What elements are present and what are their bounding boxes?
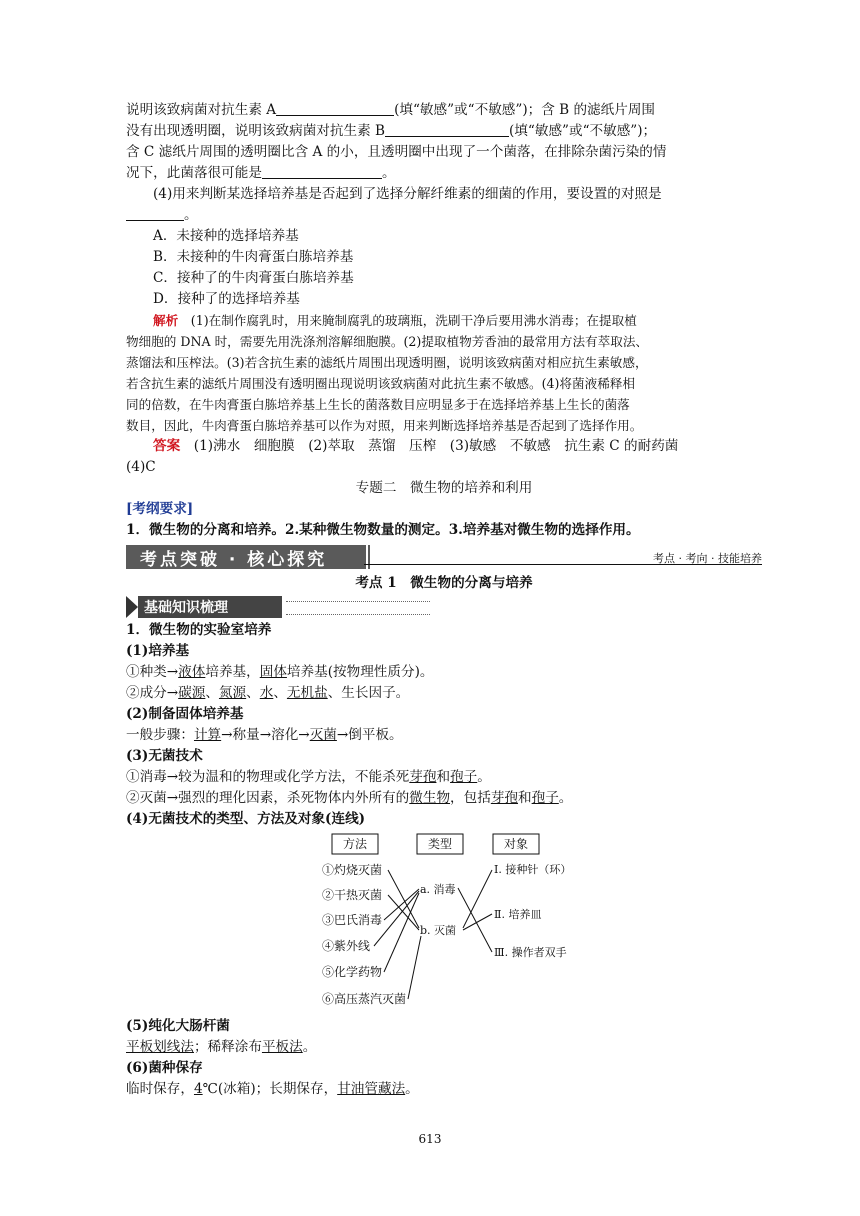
q4-stem: (4)用来判断某选择培养基是否起到了选择分解纤维素的细菌的作用，要设置的对照是 (153, 186, 662, 202)
answer-blank (262, 164, 382, 179)
dotted-rule (286, 601, 430, 615)
banner-tail: 考点 · 考向 · 技能培养 (653, 552, 762, 565)
q4-option-b: B．未接种的牛肉膏蛋白胨培养基 (153, 249, 354, 265)
method-5: ⑤化学药物 (322, 965, 383, 979)
header-type: 类型 (427, 837, 453, 851)
prep-steps: 一般步骤：计算→称量→溶化→灭菌→倒平板。 (126, 727, 403, 743)
link-line (408, 936, 421, 999)
link-line (463, 914, 492, 930)
heading-1-1: (1)培养基 (126, 643, 190, 659)
matching-diagram-svg (126, 832, 762, 1016)
purify-line: 平板划线法；稀释涂布平板法。 (126, 1039, 317, 1055)
section-banner (126, 545, 762, 569)
analysis-line-5: 同的倍数，在牛肉膏蛋白胨培养基上生长的菌落数目应明显多于在选择培养基上生长的菌落 (126, 397, 630, 412)
answer-blank (385, 122, 509, 137)
point-title: 考点 1 微生物的分离与培养 (355, 575, 533, 591)
medium-kinds: ①种类→液体培养基，固体培养基(按物理性质分)。 (126, 664, 434, 680)
link-line (463, 870, 492, 928)
section-banner-bar: 考点突破 · 核心探究 (126, 545, 364, 569)
analysis-line-2: 物细胞的 DNA 时，需要先用洗涤剂溶解细胞膜。(2)提取植物芳香油的最常用方法有萃取法、 (126, 334, 649, 349)
answer-label: 答案 (153, 438, 181, 454)
object-1: Ⅰ. 接种针（环） (494, 863, 572, 876)
link-line (388, 870, 419, 928)
q3-line-4: 况下，此菌落很可能是 。 (126, 165, 396, 181)
matching-diagram (126, 832, 762, 1016)
q4-option-d: D．接种了的选择培养基 (153, 291, 300, 307)
analysis-line-4: 若含抗生素的滤纸片周围没有透明圈出现说明该致病菌对此抗生素不敏感。(4)将菌液稀释相 (126, 376, 635, 391)
arrow-icon (126, 596, 138, 618)
answer-line: 答案 (1)沸水 细胞膜 (2)萃取 蒸馏 压榨 (3)敏感 不敏感 抗生素 C 的耐药菌 (153, 438, 679, 454)
method-3: ③巴氏消毒 (322, 913, 383, 927)
link-line (458, 888, 492, 952)
analysis-line-3: 蒸馏法和压榨法。(3)若含抗生素的滤纸片周围出现透明圈，说明该致病菌对相应抗生素敏感， (126, 355, 648, 370)
q3-line-2: 没有出现透明圈，说明该致病菌对抗生素 B (填“敏感”或“不敏感”)； (126, 123, 657, 139)
banner-notch (364, 545, 370, 569)
type-b: b. 灭菌 (420, 924, 457, 937)
q4-option-c: C．接种了的牛肉膏蛋白胨培养基 (153, 270, 354, 286)
q3-line-3: 含 C 滤纸片周围的透明圈比含 A 的小，且透明圈中出现了一个菌落，在排除杂菌污染的情 (126, 144, 667, 160)
method-6: ⑥高压蒸汽灭菌 (322, 992, 407, 1006)
syllabus-text: 1．微生物的分离和培养。2.某种微生物数量的测定。3.培养基对微生物的选择作用。 (126, 522, 640, 538)
q4-option-a: A．未接种的选择培养基 (153, 228, 299, 244)
disinfection-line: ①消毒→较为温和的物理或化学方法，不能杀死芽孢和孢子。 (126, 769, 491, 785)
heading-1-2: (2)制备固体培养基 (126, 706, 244, 722)
q3-line-1: 说明该致病菌对抗生素 A (填“敏感”或“不敏感”)；含 B 的滤纸片周围 (126, 102, 656, 118)
answer-line-2: (4)C (126, 459, 156, 475)
heading-1-3: (3)无菌技术 (126, 748, 203, 764)
heading-1-4: (4)无菌技术的类型、方法及对象(连线) (126, 811, 366, 827)
analysis-label: 解析 (153, 313, 179, 328)
object-3: Ⅲ. 操作者双手 (494, 946, 567, 959)
object-2: Ⅱ. 培养皿 (494, 908, 542, 921)
topic-title: 专题二 微生物的培养和利用 (355, 480, 533, 496)
method-2: ②干热灭菌 (322, 888, 383, 902)
heading-1: 1．微生物的实验室培养 (126, 622, 272, 638)
page-number: 613 (418, 1132, 442, 1146)
analysis-line-1: 解析 (1)在制作腐乳时，用来腌制腐乳的玻璃瓶，洗刷干净后要用沸水消毒；在提取植 (153, 313, 637, 328)
method-4: ④紫外线 (322, 939, 371, 953)
syllabus-label: [考纲要求] (126, 501, 194, 517)
sub-banner (126, 596, 762, 618)
answer-blank (276, 101, 394, 116)
answer-blank (126, 206, 184, 221)
medium-components: ②成分→碳源、氮源、水、无机盐、生长因子。 (126, 685, 410, 701)
heading-1-5: (5)纯化大肠杆菌 (126, 1018, 230, 1034)
page-content (126, 100, 762, 1100)
analysis-line-6: 数目，因此，牛肉膏蛋白胨培养基可以作为对照，用来判断选择培养基是否起到了选择作用。 (126, 418, 643, 433)
q4-stem-end: 。 (126, 205, 762, 226)
sub-banner-box: 基础知识梳理 (138, 596, 282, 618)
method-1: ①灼烧灭菌 (322, 863, 383, 877)
heading-1-6: (6)菌种保存 (126, 1060, 203, 1076)
header-method: 方法 (342, 837, 368, 851)
header-object: 对象 (503, 837, 529, 851)
type-a: a. 消毒 (420, 883, 456, 896)
storage-line: 临时保存，4℃(冰箱)；长期保存，甘油管藏法。 (126, 1081, 419, 1097)
sterilization-line: ②灭菌→强烈的理化因素，杀死物体内外所有的微生物，包括芽孢和孢子。 (126, 790, 573, 806)
